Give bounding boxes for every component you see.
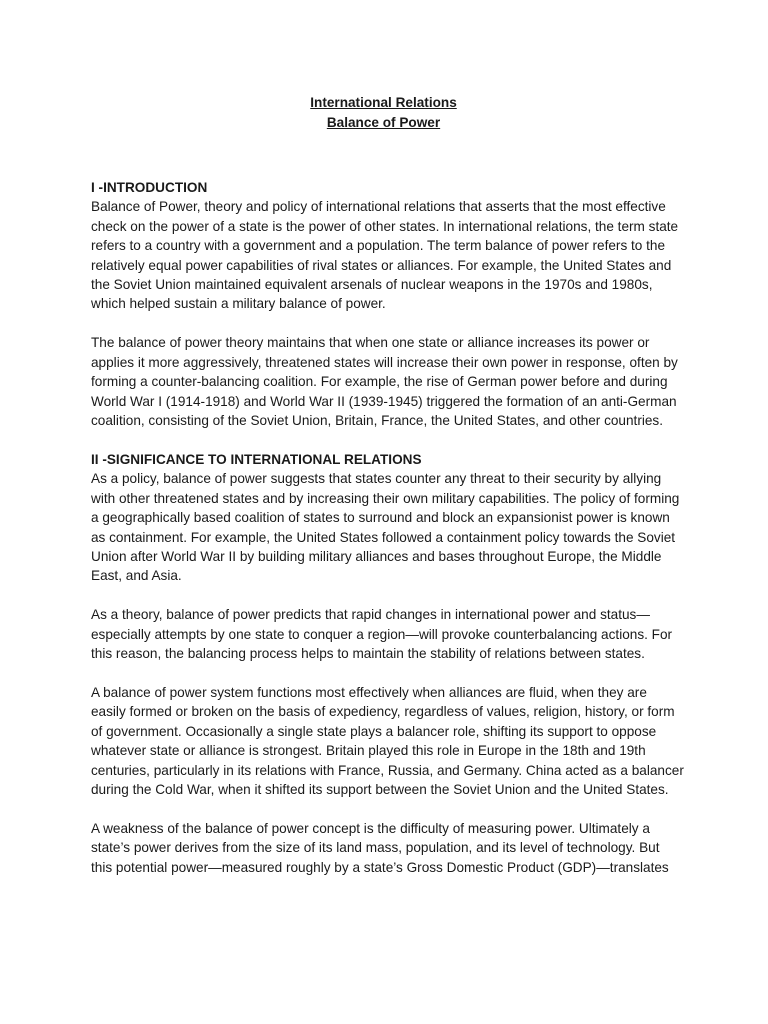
- paragraph: A balance of power system functions most effectively when alliances are fluid, when they are easily formed or broken on the basis of expediency, regardless of values, religion, history, or form of government. Occasionally a single state plays a balancer role, shifting its support to oppose whatever state or alliance is strongest. Britain played this role in Europe in the 18th and 19th centuries, particularly in its relations with France, Russia, and Germany. China acted as a balancer during the Cold War, when it shifted its support between the Soviet Union and the United States.: [91, 684, 684, 797]
- paragraph: As a policy, balance of power suggests that states counter any threat to their security by allying with other threatened states and by increasing their own military capabilities. The policy of forming a geographically based coalition of states to surround and block an expansionist power is known as containment. For example, the United States followed a containment policy towards the Soviet Union after World War II by building military alliances and bases throughout Europe, the Middle East, and Asia.: [91, 471, 680, 584]
- document-title-block: [83, 93, 684, 132]
- title-spacer: [91, 132, 684, 178]
- paragraph: Balance of Power, theory and policy of international relations that asserts that the most effective check on the power of a state is the power of other states. In international relations, the term state refers to a country with a government and a population. The term balance of power refers to the relatively equal power capabilities of rival states or alliances. For example, the United States and the Soviet Union maintained equivalent arsenals of nuclear weapons in the 1970s and 1980s, which helped sustain a military balance of power.: [91, 199, 679, 312]
- paragraph: A weakness of the balance of power concept is the difficulty of measuring power. Ultimately a state’s power derives from the size of its land mass, population, and its level of technology. But this potential power—measured roughly by a state’s Gross Domestic Product (GDP)—translates: [91, 820, 669, 875]
- document-subtitle: Balance of Power: [326, 114, 441, 130]
- paragraph: The balance of power theory maintains that when one state or alliance increases its power or applies it more aggressively, threatened states will increase their own power in response, often by forming a counter-balancing coalition. For example, the rise of German power before and during World War I (1914-1918) and World War II (1939-1945) triggered the formation of an anti-German coalition, consisting of the Soviet Union, Britain, France, the United States, and other countries.: [91, 335, 678, 428]
- section-heading-introduction: I -INTRODUCTION: [91, 180, 208, 195]
- paragraph: As a theory, balance of power predicts that rapid changes in international power and status—especially attempts by one state to conquer a region—will provoke counterbalancing actions. For this reason, the balancing process helps to maintain the stability of relations between states.: [91, 607, 673, 662]
- document-title: International Relations: [310, 95, 457, 110]
- section-heading-significance: II -SIGNIFICANCE TO INTERNATIONAL RELATIONS: [91, 451, 422, 467]
